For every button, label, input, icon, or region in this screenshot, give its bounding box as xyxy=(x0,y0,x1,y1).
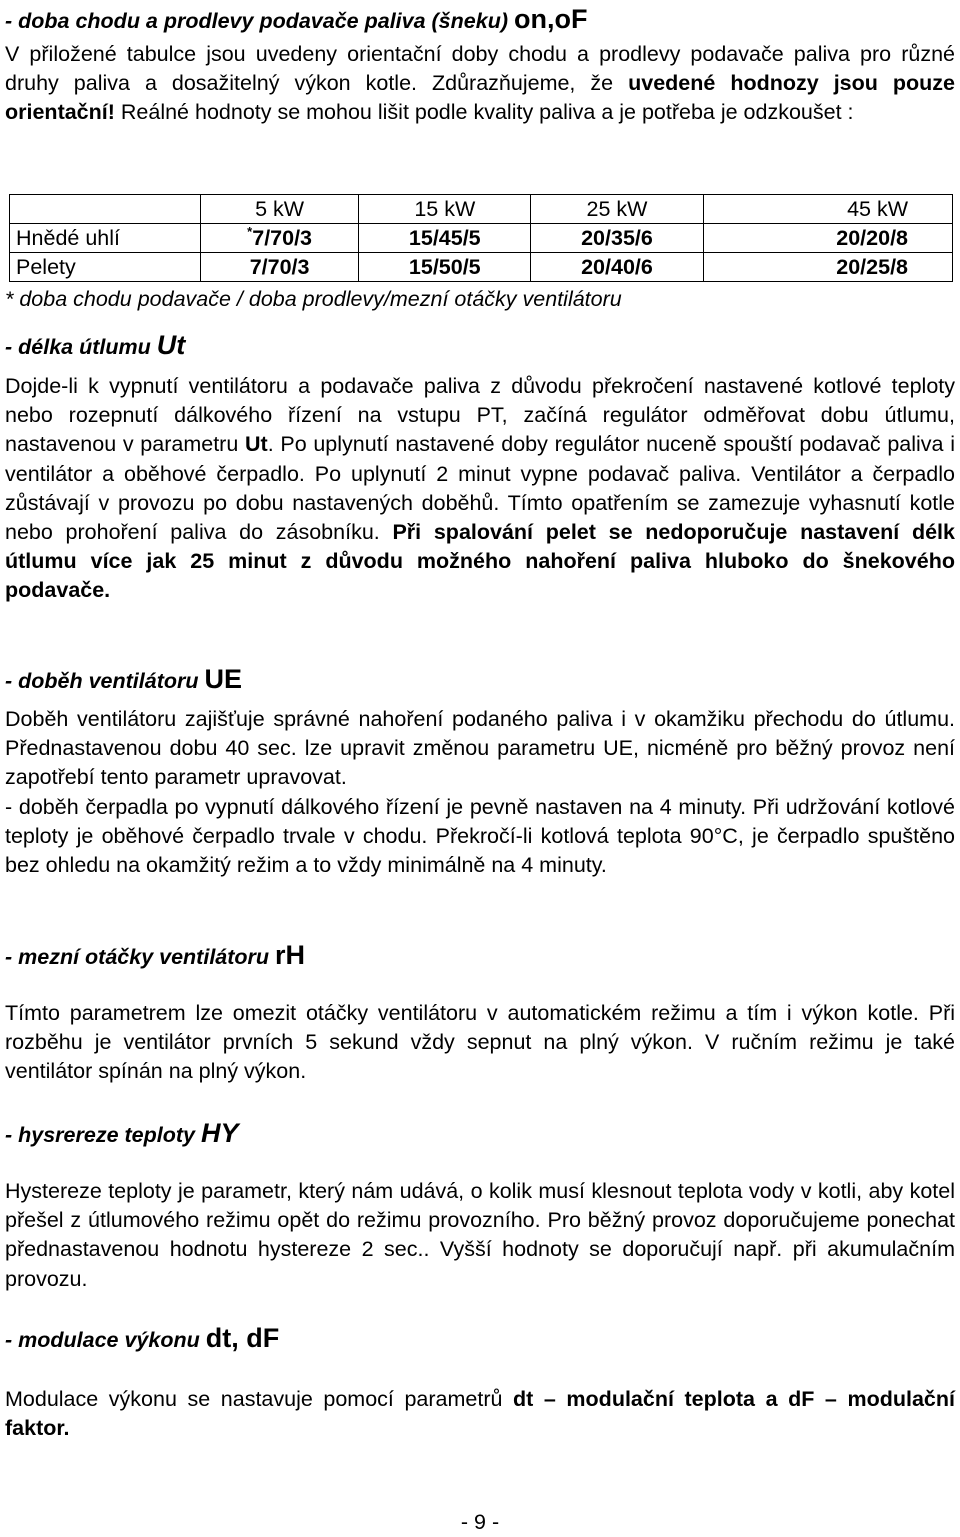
heading-fan-speed-code: rH xyxy=(275,940,306,970)
fuel-timing-table xyxy=(9,194,953,282)
table-row xyxy=(10,224,953,253)
table-cell xyxy=(201,224,359,253)
heading-damping-text: - délka útlumu xyxy=(5,335,157,359)
heading-hysteresis-text: - hysrereze teploty xyxy=(5,1123,201,1147)
paragraph-feeder xyxy=(5,40,955,128)
paragraph-hysteresis xyxy=(5,1177,955,1294)
paragraph-text: Modulace výkonu se nastavuje pomocí parametrů xyxy=(5,1387,514,1411)
heading-fan-speed-text: - mezní otáčky ventilátoru xyxy=(5,945,276,969)
heading-modulation-text: - modulace výkonu xyxy=(5,1328,206,1352)
table-row xyxy=(10,253,953,282)
paragraph-emphasis: uvedené hodnozy jsou pouze orientační! xyxy=(5,71,955,125)
table-header-row xyxy=(10,195,953,224)
table-header-cell: 25 kW xyxy=(531,195,703,224)
paragraph-text: . Po uplynutí nastavené doby regulátor nuceně spouští podavač paliva i ventilátor a oběhové čerpadlo. Po uplynutí 2 minut vypne podavač paliva. Ventilátor a čerpadlo zůstávají v provozu po dobu nastavených doběhů. Tímto opatřením se zamezuje vyhasnutí kotle nebo prohoření paliva do zásobníku. xyxy=(5,432,955,545)
table-cell: 20/20/8 xyxy=(703,224,952,253)
paragraph-text: Reálné hodnoty se mohou lišit podle kvality paliva a je potřeba je odzkoušet : xyxy=(114,100,854,125)
heading-modulation xyxy=(5,1323,279,1354)
paragraph-emphasis: dt – modulační teplota a dF – modulační faktor. xyxy=(5,1387,955,1441)
table-header-cell: 5 kW xyxy=(201,195,359,224)
table-header-cell xyxy=(10,195,201,224)
paragraph-emphasis: Při spalování pelet se nedoporučuje nastavení délk útlumu více jak 25 minut z důvodu možného nahoření paliva hluboko do šnekového podavače. xyxy=(5,520,955,603)
table-row-label: Hnědé uhlí xyxy=(10,224,201,253)
heading-fan-run-text: - doběh ventilátoru xyxy=(5,669,205,693)
paragraph-fan-speed xyxy=(5,999,955,1087)
table-footnote: * doba chodu podavače / doba prodlevy/mezní otáčky ventilátoru xyxy=(5,287,622,311)
paragraph-modulation xyxy=(5,1385,955,1443)
table-header-cell: 45 kW xyxy=(703,195,952,224)
heading-damping xyxy=(5,330,185,361)
table-cell: 20/40/6 xyxy=(531,253,703,282)
paragraph-text: Hystereze teploty je parametr, který nám udává, o kolik musí klesnout teplota vody v kotli, aby kotel přešel z útlumového režimu opět do režimu provozního. Pro běžný provoz doporučujeme ponechat přednastavenou hodnotu hystereze 2 sec.. Vyšší hodnoty se doporučují např. při akumulačním provozu. xyxy=(5,1179,955,1291)
paragraph-text: Dojde-li k vypnutí ventilátoru a podavače paliva z důvodu překročení nastavené kotlové teploty nebo rozepnutí dálkového řízení na vstupu PT, začíná regulátor odměřovat dobu útlumu, nastavenou v parametru xyxy=(5,374,955,457)
table-cell: 20/25/8 xyxy=(703,253,952,282)
paragraph-text: Zdůrazňujeme, že xyxy=(432,71,629,96)
heading-hysteresis-code: HY xyxy=(200,1118,239,1148)
heading-feeder-text: - doba chodu a prodlevy podavače paliva (šneku) xyxy=(5,9,514,33)
paragraph-text: - doběh čerpadla po vypnutí dálkového řízení je pevně nastaven na 4 minuty. Při udržování kotlové teploty je oběhové čerpadlo trvale v chodu. Překročí-li kotlová teplota 90°C, je čerpadlo spuštěno bez ohledu na okamžitý režim a to vždy minimálně na 4 minuty. xyxy=(5,794,955,878)
page-number: - 9 - xyxy=(460,1510,500,1534)
heading-modulation-code: dt, dF xyxy=(205,1323,280,1353)
paragraph-text: Doběh ventilátoru zajišťuje správné nahoření podaného paliva i v okamžiku přechodu do útlumu. Přednastavenou dobu 40 sec. lze upravit změnou parametru UE, nicméně pro běžný provoz není zapotřebí tento parametr upravovat. xyxy=(5,707,955,790)
heading-hysteresis xyxy=(5,1118,238,1149)
paragraph-emphasis: Ut xyxy=(245,432,268,457)
table-row-label: Pelety xyxy=(10,253,201,282)
table-header-cell: 15 kW xyxy=(359,195,531,224)
paragraph-text: Tímto parametrem lze omezit otáčky ventilátoru v automatickém režimu a tím i výkon kotle. Při rozběhu je ventilátor prvních 5 sekund vždy sepnut na plný výkon. V ručním režimu je také ventilátor spínán na plný výkon. xyxy=(5,1001,955,1084)
table-cell-value: 7/70/3 xyxy=(252,225,313,250)
heading-fan-speed xyxy=(5,940,305,971)
table-cell: 15/45/5 xyxy=(359,224,531,253)
paragraph-fan-run xyxy=(5,705,955,880)
paragraph-text: V přiložené tabulce jsou uvedeny orientační doby chodu a prodlevy podavače paliva pro různé druhy paliva a dosažitelný výkon kotle. xyxy=(5,42,955,96)
heading-feeder xyxy=(5,4,587,35)
heading-fan-run xyxy=(5,664,242,695)
heading-damping-code: Ut xyxy=(156,330,186,360)
table-cell: 15/50/5 xyxy=(359,253,531,282)
heading-feeder-code: on,oF xyxy=(513,4,588,34)
heading-fan-run-code: UE xyxy=(204,664,242,694)
table-cell: 20/35/6 xyxy=(531,224,703,253)
footnote-marker: * xyxy=(247,223,253,239)
table-cell: 7/70/3 xyxy=(201,253,359,282)
paragraph-damping xyxy=(5,372,955,606)
